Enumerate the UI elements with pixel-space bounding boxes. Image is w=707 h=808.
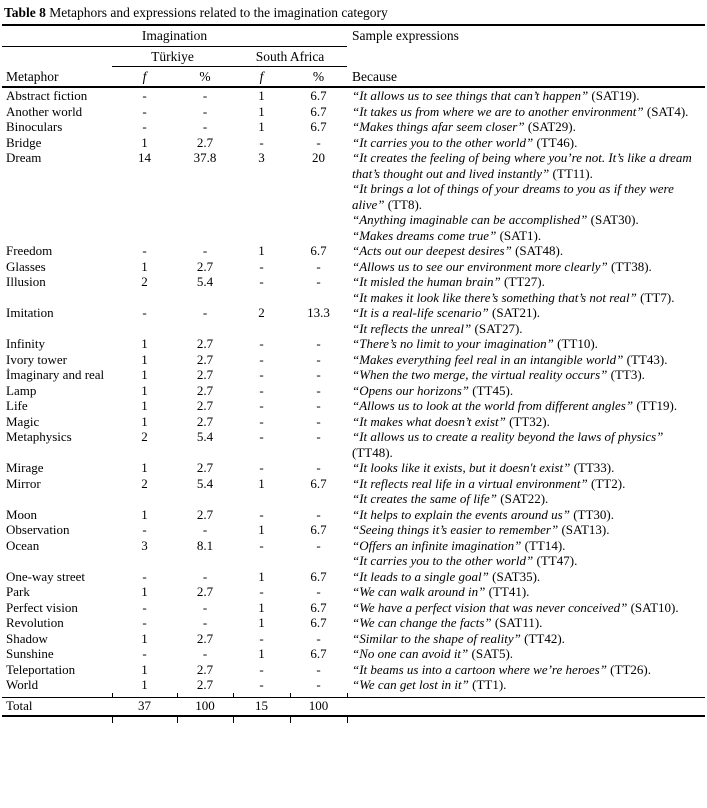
sample-expression: “Anything imaginable can be accomplished” (SAT30). [352,212,639,227]
column-header-f-south-africa: f [233,67,290,88]
turkiye-pct-cell: - [202,243,208,258]
because-cell [347,305,705,336]
turkiye-pct-cell: 2.7 [196,398,214,413]
column-divider-tick [112,716,177,723]
south-africa-f-cell: - [259,274,264,289]
total-turkiye-f-cell: 37 [112,697,177,716]
group-header-imagination: Imagination [2,25,347,47]
south-africa-pct-cell: 6.7 [310,88,327,103]
south-africa-pct-cell: - [316,398,321,413]
south-africa-pct-cell: 6.7 [310,475,327,491]
turkiye-pct-cell: 2.7 [196,677,214,692]
south-africa-pct-cell: 6.7 [310,119,327,134]
country-header-turkiye: Türkiye [112,47,233,67]
because-cell [347,584,705,600]
sample-expression: “It creates the feeling of being where you’re not. It’s like a dream that’s thought out and lived instantly” (TT11). [352,150,692,181]
south-africa-pct-cell: 6.7 [310,646,327,661]
sample-expression: “It makes what doesn’t exist” (TT32). [352,413,550,429]
table-row [2,460,705,476]
table-row [2,336,705,352]
south-africa-f-cell: 3 [258,150,265,165]
table-row [2,507,705,523]
total-turkiye-pct-cell: 100 [177,697,233,716]
metaphor-cell: Park [6,584,30,599]
table-row [2,398,705,414]
metaphor-cell: Freedom [6,243,53,258]
south-africa-f-cell: 1 [258,243,265,258]
table-row [2,243,705,259]
because-cell [347,398,705,414]
table-row [2,569,705,585]
turkiye-f-cell: 1 [141,506,148,522]
because-cell [347,243,705,259]
total-because-cell [347,697,705,716]
because-cell [347,352,705,368]
table-row [2,615,705,631]
metaphor-cell: Glasses [6,258,46,274]
south-africa-f-cell: - [259,382,264,398]
table-row [2,367,705,383]
metaphor-cell: Ocean [6,537,40,553]
sample-expression: “It is a real-life scenario” (SAT21). [352,305,541,320]
turkiye-f-cell: 1 [141,413,148,429]
because-cell [347,87,705,104]
sample-expression: “Allows us to see our environment more clearly” (TT38). [352,258,652,274]
turkiye-f-cell: 1 [141,258,148,274]
spacer-cell [2,47,112,67]
turkiye-pct-cell: 2.7 [196,584,214,599]
because-cell [347,135,705,151]
metaphor-cell: Metaphysics [6,429,72,444]
table-row [2,584,705,600]
metaphor-cell: Magic [6,413,40,429]
table-row [2,87,705,104]
table-row [2,352,705,368]
turkiye-pct-cell: 5.4 [196,475,214,491]
metaphor-cell: Ivory tower [6,351,68,367]
metaphor-cell: İmaginary and real [6,367,105,382]
table-row [2,429,705,460]
because-cell [347,104,705,120]
metaphor-cell: Lamp [6,382,37,398]
turkiye-pct-cell: - [202,568,208,584]
south-africa-f-cell: - [259,506,264,522]
turkiye-f-cell: 1 [141,367,148,382]
sample-expression: “It carries you to the other world” (TT46). [352,134,578,150]
turkiye-pct-cell: - [202,305,208,320]
turkiye-pct-cell: 8.1 [196,537,214,553]
column-header-pct-turkiye: % [177,67,233,88]
sample-expression: “We can walk around in” (TT41). [352,584,530,599]
because-cell [347,336,705,352]
sample-expression: “It reflects real life in a virtual environment” (TT2). [352,475,626,491]
turkiye-pct-cell: 2.7 [196,460,214,475]
turkiye-pct-cell: - [202,646,208,661]
turkiye-f-cell: 14 [138,150,151,165]
sample-expression: “Similar to the shape of reality” (TT42). [352,630,565,646]
sample-expression: “We can get lost in it” (TT1). [352,677,507,692]
sample-expression: “It allows us to see things that can’t happen” (SAT19). [352,88,640,103]
turkiye-f-cell: 1 [141,134,148,150]
sample-expression: “It reflects the unreal” (SAT27). [352,320,523,336]
south-africa-f-cell: 1 [258,119,265,134]
turkiye-f-cell: - [142,88,147,103]
column-divider-ticks-row [2,716,705,723]
because-cell [347,150,705,243]
table-header [2,25,705,87]
south-africa-pct-cell: - [316,429,321,444]
south-africa-f-cell: - [259,537,264,553]
south-africa-pct-cell: - [316,630,321,646]
turkiye-f-cell: 1 [141,382,148,398]
south-africa-f-cell: - [259,429,264,444]
sample-expression: “It creates the same of life” (SAT22). [352,491,549,506]
turkiye-f-cell: 1 [141,336,148,351]
turkiye-pct-cell: 2.7 [196,413,214,429]
because-cell [347,569,705,585]
turkiye-pct-cell: 2.7 [196,506,214,522]
turkiye-pct-cell: 2.7 [196,336,214,351]
south-africa-f-cell: - [259,661,264,677]
sample-expression: “Seeing things it’s easier to remember” (SAT13). [352,522,610,537]
metaphor-cell: World [6,677,39,692]
sample-expression: “When the two merge, the virtual reality occurs” (TT3). [352,367,645,382]
south-africa-pct-cell: - [316,661,321,677]
south-africa-pct-cell: - [316,382,321,398]
turkiye-pct-cell: 2.7 [196,661,214,677]
turkiye-pct-cell: - [202,599,208,615]
sample-expression: “It looks like it exists, but it doesn't exist” (TT33). [352,460,615,475]
table-row [2,383,705,399]
metaphor-cell: Sunshine [6,646,54,661]
table-number: Table 8 [4,5,46,20]
sample-expression: “Acts out our deepest desires” (SAT48). [352,243,564,258]
south-africa-f-cell: 1 [258,522,265,537]
south-africa-pct-cell: - [316,274,321,289]
turkiye-pct-cell: 5.4 [196,274,214,289]
turkiye-f-cell: - [142,119,147,134]
table-footer [2,693,705,723]
south-africa-f-cell: - [259,336,264,351]
metaphor-cell: Dream [6,150,42,165]
south-africa-pct-cell: 20 [312,150,325,165]
column-header-because: Because [347,67,705,88]
total-south-africa-f-cell: 15 [233,697,290,716]
turkiye-f-cell: - [142,599,147,615]
turkiye-f-cell: - [142,615,147,630]
south-africa-f-cell: 1 [258,568,265,584]
because-cell [347,460,705,476]
south-africa-f-cell: 1 [258,475,265,491]
south-africa-f-cell: 1 [258,103,265,119]
because-cell [347,476,705,507]
because-cell [347,615,705,631]
sample-expression: “Offers an infinite imagination” (TT14). [352,537,566,553]
table-row [2,119,705,135]
sample-expression: “It makes it look like there’s something that’s not real” (TT7). [352,289,675,305]
column-header-pct-south-africa: % [290,67,347,88]
table-row [2,259,705,275]
south-africa-pct-cell: 6.7 [310,103,327,119]
turkiye-pct-cell: 2.7 [196,351,214,367]
sample-expression: “Makes everything feel real in an intangible world” (TT43). [352,351,668,367]
metaphor-cell: Observation [6,522,70,537]
metaphor-cell: Perfect vision [6,599,78,615]
south-africa-pct-cell: - [316,351,321,367]
metaphor-cell: Life [6,398,28,413]
south-africa-pct-cell: - [316,677,321,692]
metaphor-cell: Bridge [6,134,42,150]
column-divider-tick [290,716,347,723]
south-africa-pct-cell: - [316,460,321,475]
turkiye-pct-cell: 2.7 [196,382,214,398]
south-africa-pct-cell: - [316,506,321,522]
south-africa-f-cell: 1 [258,88,265,103]
table-row [2,662,705,678]
because-cell [347,646,705,662]
table-row [2,104,705,120]
south-africa-f-cell: 1 [258,615,265,630]
turkiye-f-cell: - [142,305,147,320]
because-cell [347,538,705,569]
table-row [2,305,705,336]
turkiye-f-cell: 1 [141,677,148,692]
turkiye-f-cell: - [142,522,147,537]
turkiye-f-cell: 1 [141,630,148,646]
country-header-south-africa: South Africa [233,47,347,67]
metaphor-cell: Imitation [6,305,54,320]
turkiye-pct-cell: - [202,615,208,630]
turkiye-f-cell: 2 [141,274,148,289]
column-divider-tick [233,716,290,723]
sample-expression: “It allows us to create a reality beyond the laws of physics” (TT48). [352,429,664,460]
south-africa-f-cell: - [259,258,264,274]
south-africa-pct-cell: 6.7 [310,568,327,584]
south-africa-pct-cell: - [316,584,321,599]
because-cell [347,383,705,399]
because-cell [347,414,705,430]
because-cell [347,119,705,135]
because-cell [347,631,705,647]
south-africa-pct-cell: 6.7 [310,243,327,258]
total-label-cell: Total [2,697,112,716]
table-row [2,677,705,693]
turkiye-pct-cell: 2.7 [196,134,214,150]
south-africa-f-cell: - [259,134,264,150]
metaphor-cell: Abstract fiction [6,88,88,103]
sample-expression: “It beams us into a cartoon where we’re heroes” (TT26). [352,661,651,677]
turkiye-pct-cell: 2.7 [196,630,214,646]
turkiye-f-cell: 3 [141,537,148,553]
sample-expression: “No one can avoid it” (SAT5). [352,646,514,661]
metaphor-cell: Binoculars [6,119,63,134]
metaphor-cell: Moon [6,506,38,522]
south-africa-pct-cell: 6.7 [310,599,327,615]
table-row [2,631,705,647]
total-south-africa-pct-cell: 100 [290,697,347,716]
because-cell [347,259,705,275]
sample-expression: “We can change the facts” (SAT11). [352,615,543,630]
metaphor-cell: Infinity [6,336,45,351]
south-africa-f-cell: - [259,630,264,646]
spacer-cell [2,716,112,723]
turkiye-pct-cell: 37.8 [193,150,217,165]
table-row [2,274,705,305]
south-africa-f-cell: - [259,413,264,429]
because-cell [347,429,705,460]
because-cell [347,507,705,523]
table-row [2,600,705,616]
turkiye-pct-cell: 2.7 [196,258,214,274]
turkiye-f-cell: 1 [141,351,148,367]
table-row [2,414,705,430]
because-cell [347,662,705,678]
sample-expression: “Makes things afar seem closer” (SAT29). [352,119,576,134]
south-africa-f-cell: - [259,351,264,367]
sample-expression: “It brings a lot of things of your dreams to you as if they were alive” (TT8). [352,181,674,212]
sample-expression: “Allows us to look at the world from different angles” (TT19). [352,398,678,413]
turkiye-f-cell: 2 [141,429,148,444]
sample-expression: “It misled the human brain” (TT27). [352,274,545,289]
header-group-row [2,25,705,47]
south-africa-pct-cell: 13.3 [307,305,330,320]
total-row [2,697,705,716]
metaphor-cell: One-way street [6,568,86,584]
south-africa-f-cell: - [259,584,264,599]
table-row [2,476,705,507]
turkiye-pct-cell: - [202,88,208,103]
sample-expression: “We have a perfect vision that was never conceived” (SAT10). [352,599,679,615]
metaphor-cell: Teleportation [6,661,76,677]
column-divider-tick [347,716,705,723]
column-divider-tick [177,716,233,723]
turkiye-f-cell: - [142,568,147,584]
turkiye-pct-cell: - [202,522,208,537]
turkiye-pct-cell: 2.7 [196,367,214,382]
turkiye-f-cell: 1 [141,661,148,677]
south-africa-f-cell: - [259,460,264,475]
turkiye-f-cell: - [142,103,147,119]
table-body [2,87,705,693]
south-africa-pct-cell: - [316,537,321,553]
south-africa-pct-cell: 6.7 [310,522,327,537]
metaphor-cell: Another world [6,103,83,119]
south-africa-pct-cell: - [316,258,321,274]
column-header-f-turkiye: f [112,67,177,88]
south-africa-f-cell: 1 [258,646,265,661]
table-row [2,150,705,243]
south-africa-pct-cell: - [316,367,321,382]
spacer-cell [347,47,705,67]
because-cell [347,600,705,616]
south-africa-f-cell: 1 [258,599,265,615]
turkiye-f-cell: 2 [141,475,148,491]
sample-expression: “There’s no limit to your imagination” (TT10). [352,336,598,351]
south-africa-f-cell: 2 [258,305,265,320]
turkiye-f-cell: 1 [141,460,148,475]
sample-expression: “Makes dreams come true” (SAT1). [352,227,542,243]
south-africa-pct-cell: - [316,134,321,150]
because-cell [347,367,705,383]
turkiye-pct-cell: - [202,103,208,119]
turkiye-pct-cell: - [202,119,208,134]
south-africa-f-cell: - [259,677,264,692]
turkiye-f-cell: 1 [141,398,148,413]
metaphor-cell: Revolution [6,615,64,630]
metaphor-cell: Mirror [6,475,41,491]
header-columns-row [2,67,705,88]
south-africa-f-cell: - [259,398,264,413]
south-africa-f-cell: - [259,367,264,382]
south-africa-pct-cell: 6.7 [310,615,327,630]
because-cell [347,274,705,305]
sample-expression: “It takes us from where we are to another environment” (SAT4). [352,103,689,119]
table-caption: Metaphors and expressions related to the imagination category [45,5,388,20]
because-cell [347,522,705,538]
turkiye-f-cell: 1 [141,584,148,599]
turkiye-f-cell: - [142,243,147,258]
header-country-row [2,47,705,67]
turkiye-f-cell: - [142,646,147,661]
metaphor-cell: Shadow [6,630,48,646]
table-title [4,5,705,21]
group-header-sample-expressions: Sample expressions [352,28,459,44]
metaphors-table [2,24,705,723]
table-row [2,646,705,662]
table-row [2,522,705,538]
metaphor-cell: Illusion [6,274,46,289]
sample-expression: “It helps to explain the events around us” (TT30). [352,506,615,522]
table-row [2,538,705,569]
table-row [2,135,705,151]
turkiye-pct-cell: 5.4 [196,429,214,444]
because-cell [347,677,705,693]
sample-expression: “Opens our horizons” (TT45). [352,382,514,398]
sample-expression: “It leads to a single goal” (SAT35). [352,568,541,584]
sample-expression: “It carries you to the other world” (TT47). [352,553,578,568]
south-africa-pct-cell: - [316,336,321,351]
metaphor-cell: Mirage [6,460,44,475]
column-header-metaphor: Metaphor [2,67,112,88]
south-africa-pct-cell: - [316,413,321,429]
